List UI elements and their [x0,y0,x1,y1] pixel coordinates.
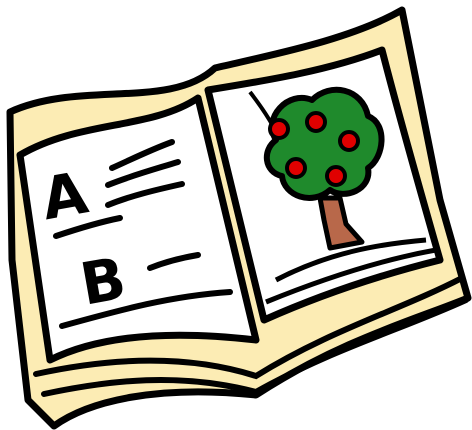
letter-b: B [75,243,131,319]
letter-a: A [36,158,93,234]
